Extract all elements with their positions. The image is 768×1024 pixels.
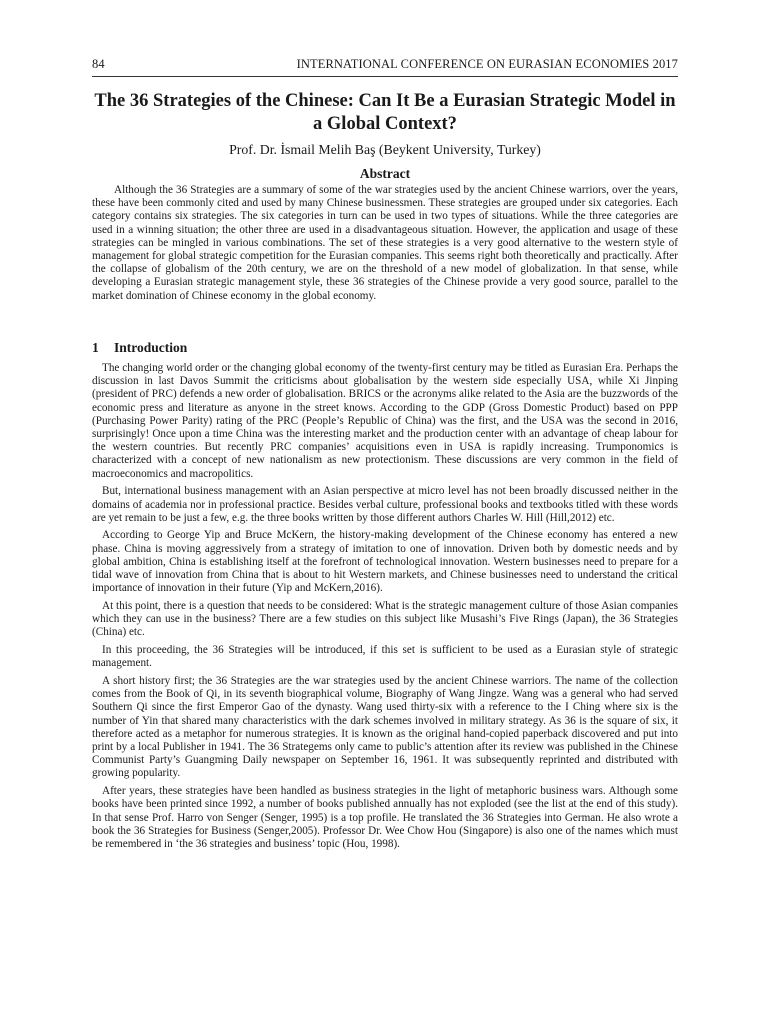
introduction-body: [92, 362, 678, 856]
abstract-heading: Abstract: [359, 166, 411, 181]
section-title: Introduction: [114, 340, 188, 355]
paragraph: According to George Yip and Bruce McKern, the history-making development of the Chinese economy has entered a new phase. China is moving aggressively from a strategy of imitation to one of innovation. Driven both by domestic needs and by global ambition, China is establishing itself at the forefront of technological innovation. Western businesses need to prepare for a tidal wave of innovation from China that is about to hit Western markets, and Chinese businesses need to understand the critical importance of innovation in their future (Yip and McKern,2016).: [92, 529, 678, 595]
author-line: Prof. Dr. İsmail Melih Baş (Beykent University, Turkey): [229, 142, 541, 157]
paragraph: In this proceeding, the 36 Strategies will be introduced, if this set is sufficient to be used as a Eurasian style of strategic management.: [92, 644, 678, 670]
conference-name: INTERNATIONAL CONFERENCE ON EURASIAN ECONOMIES 2017: [296, 57, 678, 71]
paper-title: The 36 Strategies of the Chinese: Can It Be a Eurasian Strategic Model in a Global Context?: [94, 91, 676, 134]
paragraph: After years, these strategies have been handled as business strategies in the light of metaphoric business wars. Although some books have been printed since 1992, a number of books published annually has not exploded (see the list at the end of this study). In that sense Prof. Harro von Senger (Senger, 1995) is a top profile. He translated the 36 Strategies into German. He also wrote a book the 36 Strategies for Business (Senger,2005). Professor Dr. Wee Chow Hou (Singapore) is also one of the names which must be remembered in ‘the 36 strategies and business’ topic (Hou, 1998).: [92, 785, 678, 850]
section-heading: [92, 340, 678, 356]
paragraph: At this point, there is a question that needs to be considered: What is the strategic management culture of those Asian companies which they can use in the business? There are a few studies on this subject like Musashi’s Five Rings (Japan), the 36 Strategies (China) etc.: [92, 599, 678, 639]
paragraph: A short history first; the 36 Strategies are the war strategies used by the ancient Chinese warriors. The name of the collection comes from the Book of Qi, in its seventh biographical volume, Biography of Wang Jingze. Wang was a general who had served Southern Qi since the first Emperor Gao of the dynasty. Wang used thirty-six with a reference to the I Ching where six is the number of Yin that shared many characteristics with the dark schemes involved in military strategy. As 36 is the square of six, it therefore acted as a metaphor for numerous strategies. It is known as the original hand-copied paperback discovered and put into print by a local Publisher in 1941. The 36 Strategems only came to public’s attention after its review was published in the Chinese Communist Party’s Guangming Daily newspaper on September 16, 1961. It was subsequently reprinted and distributed with growing popularity.: [92, 674, 678, 780]
paragraph: But, international business management with an Asian perspective at micro level has not been broadly discussed neither in the domains of academia nor in professional practice. Besides verbal culture, professional books and textbooks titled with these words are yet remain to be just a few, e.g. the three books written by those different authors Charles W. Hill (Hill,2012) etc.: [92, 485, 678, 524]
paragraph: The changing world order or the changing global economy of the twenty-first century may be titled as Eurasian Era. Perhaps the discussion in last Davos Summit the criticisms about globalisation by the western side especially USA, while Xi Jinping (president of PRC) defends a new order of globalisation. BRICS or the acronyms alike related to the Asia are the buzzwords of the economic press and literature as anyone in the street knows. According to the GDP (Gross Domestic Product) based on PPP (Purchasing Power Parity) rating of the PRC (People’s Republic of China) was the first, and the USA was the second in 2016, surprisingly! Once upon a time China was the interesting market and the production center with an advantage of cheap labour for the western countries. But recently PRC companies’ acquisitions even in USA is rapidly increasing. Trumponomics is characterized with a concept of new nationalism as new protectionism. These discussions are very common in the field of macroeconomics and macropolitics.: [92, 362, 678, 480]
section-number: 1: [92, 340, 99, 355]
abstract-text: Although the 36 Strategies are a summary of some of the war strategies used by the ancient Chinese warriors, over the years, these have been commonly cited and used by many Chinese businessmen. These strategies are grouped under six categories. Each category contains six strategies. The six categories in turn can be used in two types of situations. While the three categories are used in a winning situation; the other three are used in a disadvantageous situation. However, the application and usage of these strategies can be mingled in various combinations. The set of these strategies is a very good alternative to the western style of management for global strategic competition for the Eurasian companies. This seems right both theoretically and practically. After the collapse of globalism of the 20th century, we are on the threshold of a new model of globalization. In that sense, while developing a Eurasian strategic management style, these 36 strategies of the Chinese provide a very good source, parallel to the market domination of Chinese economy in the global economy.: [92, 184, 678, 302]
page-number: 84: [92, 57, 105, 71]
running-header: [92, 57, 678, 77]
